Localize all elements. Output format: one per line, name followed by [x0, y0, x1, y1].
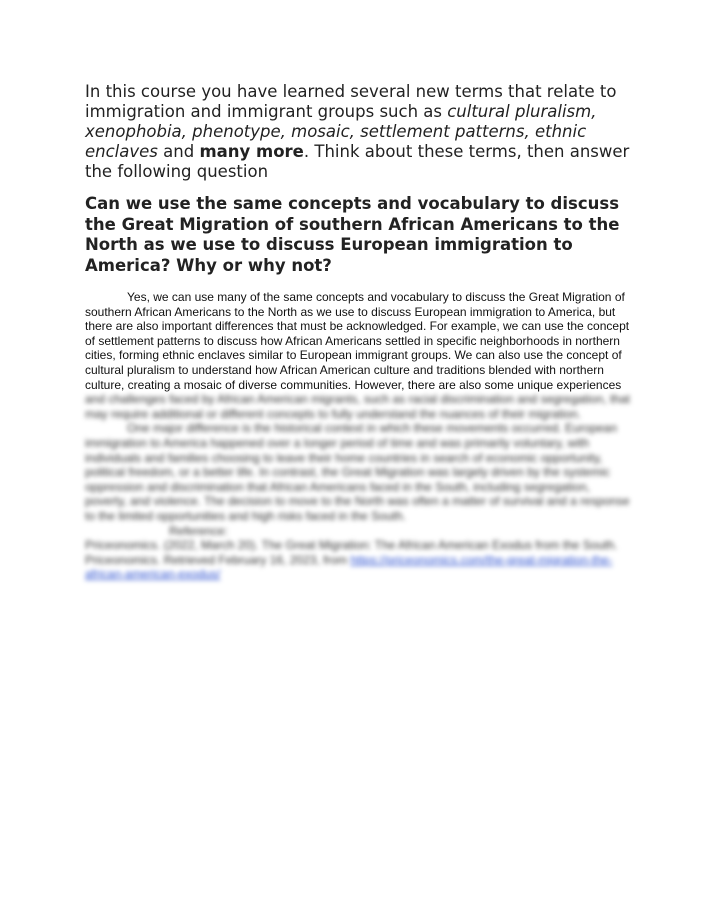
answer-paragraph-2: One major difference is the historical context in which these movements occurred. European immigration to America happened over a longer period of time and was primarily voluntary, with individuals and families choosing to leave their home countries in search of economic opportunity, political freedom, or a better life. In contrast, the Great Migration was largely driven by the systemic oppression and discrimination that African Americans faced in the South, including segregation, poverty, and violence. The decision to move to the North was often a matter of survival and a response to the limited opportunities and high risks faced in the South.	[85, 421, 630, 523]
reference-text: Priceonomics. (2022, March 20). The Great Migration: The African American Exodus from the South. Priceonomics. Retrieved February 16, 2023, from	[85, 538, 618, 567]
question-heading: Can we use the same concepts and vocabulary to discuss the Great Migration of southern African Americans to the North as we use to discuss European immigration to America? Why or why not?	[85, 194, 620, 275]
intro-text-2: and	[157, 142, 200, 161]
intro-paragraph	[85, 82, 635, 182]
reference-heading: Reference:	[169, 523, 228, 538]
answer-paragraph-1	[85, 290, 635, 421]
reference-link[interactable]: https://priceonomics.com/the-great-migration-the-african-american-exodus/	[85, 552, 613, 582]
answer-paragraph-1-blurred: and challenges faced by African American migrants, such as racial discrimination and segregation, that may require additional or different concepts to fully understand the nuances of their migration.	[85, 392, 630, 421]
answer-body	[85, 290, 635, 582]
intro-text-3: . Think about these terms, then answer the following question	[85, 142, 630, 181]
reference-entry	[85, 538, 635, 582]
answer-paragraph-1-visible: Yes, we can use many of the same concepts and vocabulary to discuss the Great Migration of southern African Americans to the North as we use to discuss European immigration to America, but there are also important differences that must be acknowledged. For example, we can use the concept of settlement patterns to discuss how African Americans settled in specific neighborhoods in northern cities, forming ethnic enclaves similar to European immigrant groups. We can also use the concept of cultural pluralism to understand how African American culture and traditions blended with northern culture, creating a mosaic of diverse communities. However, there are also some unique experiences	[85, 290, 630, 392]
document-page	[85, 82, 635, 582]
intro-text-1: In this course you have learned several new terms that relate to immigration and immigrant groups such as	[85, 82, 617, 121]
intro-many-more: many more	[199, 142, 304, 161]
intro-terms: cultural pluralism, xenophobia, phenotype, mosaic, settlement patterns, ethnic enclaves	[85, 102, 597, 161]
